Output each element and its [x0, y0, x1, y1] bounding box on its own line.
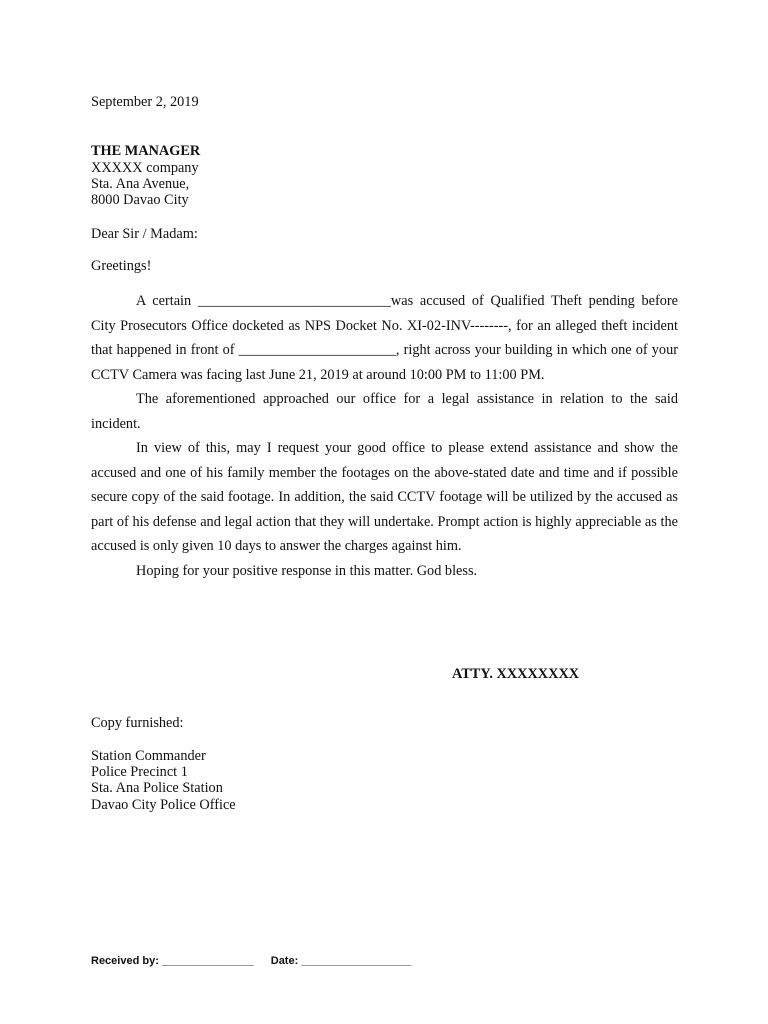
body-paragraph: The aforementioned approached our office for a legal assistance in relation to the said incident. — [91, 391, 678, 432]
recipient-company: XXXXX company — [91, 160, 199, 176]
body-paragraph: In view of this, may I request your good office to please extend assistance and show the accused and one of his family member the footages on the above-stated date and time and if possible secure copy of the said footage. In addition, the said CCTV footage will be utilized by the accused as part of his defense and legal action that they will undertake. Prompt action is highly appreciable as the accused is only given 10 days to answer the charges against him. — [91, 440, 678, 554]
copy-furnished-heading: Copy furnished: — [91, 715, 184, 731]
letter-body — [91, 289, 678, 583]
letter-date: September 2, 2019 — [91, 94, 199, 110]
recipient-city: 8000 Davao City — [91, 192, 189, 208]
body-paragraph: Hoping for your positive response in this matter. God bless. — [136, 562, 478, 579]
copy-furnished-line: Station Commander — [91, 748, 206, 764]
received-footer — [91, 955, 411, 967]
copy-furnished-line: Davao City Police Office — [91, 797, 236, 813]
copy-furnished-line: Police Precinct 1 — [91, 764, 188, 780]
copy-furnished-line: Sta. Ana Police Station — [91, 780, 223, 796]
salutation: Dear Sir / Madam: — [91, 226, 198, 242]
body-paragraph: A certain ___________________________was accused of Qualified Theft pending before City Prosecutors Office docketed as NPS Docket No. XI-02-INV--------, for an alleged theft incident that happened in front of ______________________, right across your building in which one of your CCTV Camera was facing last June 21, 2019 at around 10:00 PM to 11:00 PM. — [91, 293, 678, 383]
greeting: Greetings! — [91, 258, 152, 274]
recipient-street: Sta. Ana Avenue, — [91, 176, 190, 192]
date-field: Date: __________________ — [270, 955, 412, 967]
recipient-title: THE MANAGER — [91, 143, 201, 159]
received-by-field: Received by: _______________ — [91, 955, 254, 967]
signatory-name: ATTY. XXXXXXXX — [452, 666, 580, 682]
